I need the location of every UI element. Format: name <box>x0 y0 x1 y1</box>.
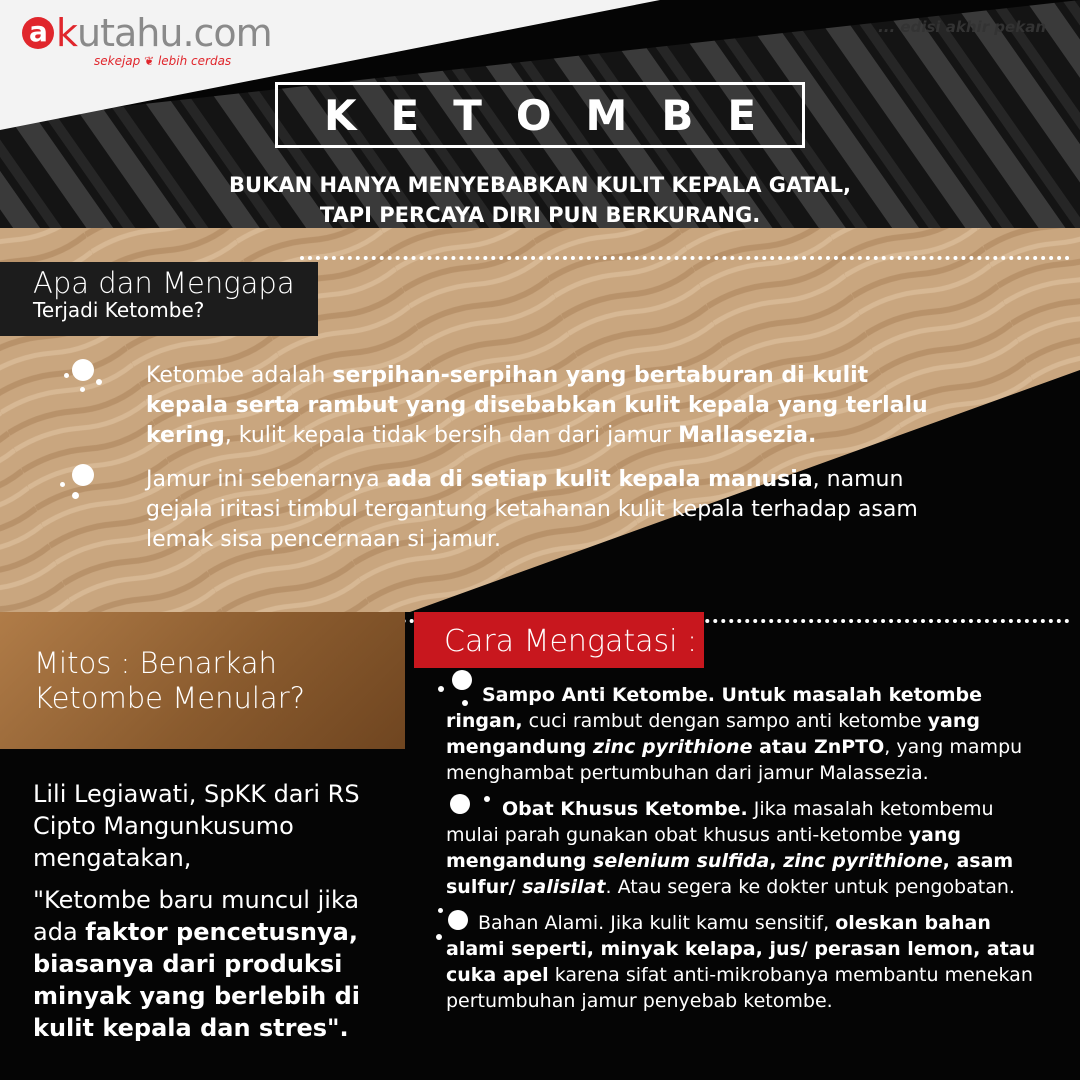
myth-heading <box>0 612 405 749</box>
bullet-dots-icon <box>56 462 96 502</box>
logo-tagline: sekejap ❦ lebih cerdas <box>94 54 232 68</box>
edition-label: ... edisi akhir pekan <box>878 18 1046 36</box>
paragraph-definition: Ketombe adalah serpihan-serpihan yang bertaburan di kulit kepala serta rambut yang disebabkan kulit kepala yang terlalu kering, kulit kepala tidak bersih dan dari jamur Mallasezia. <box>146 363 928 448</box>
title-frame <box>275 82 805 148</box>
quote-intro: Lili Legiawati, SpKK dari RS Cipto Mangunkusumo mengatakan, <box>33 780 360 872</box>
solution-item-shampoo: Sampo Anti Ketombe. Untuk masalah ketombe ringan, cuci rambut dengan sampo anti ketombe yang mengandung zinc pyrithione atau ZnPTO, yang mampu menghambat pertumbuhan dari jamur Malassezia. <box>446 684 1023 784</box>
solution-item-medicine: Obat Khusus Ketombe. Jika masalah ketombemu mulai parah gunakan obat khusus anti-ketombe yang mengandung selenium sulfida, zinc pyrithione, asam sulfur/ salisilat. Atau segera ke dokter untuk pengobatan. <box>446 798 1015 898</box>
subtitle-line1: BUKAN HANYA MENYEBABKAN KULIT KEPALA GATAL, <box>229 173 851 197</box>
bullet-dots-icon <box>62 357 102 393</box>
logo-mark: a <box>22 17 54 49</box>
expert-quote <box>33 778 383 1054</box>
paragraph-fungus: Jamur ini sebenarnya ada di setiap kulit kepala manusia, namun gejala iritasi timbul tergantung ketahanan kulit kepala terhadap asam lemak sisa pencernaan si jamur. <box>146 467 918 552</box>
section-heading-what-why <box>0 262 318 336</box>
quote-text: "Ketombe baru muncul jika ada faktor pencetusnya, biasanya dari produksi minyak yang berlebih di kulit kepala dan stres". <box>33 886 360 1042</box>
logo-text: utahu.com <box>77 11 272 55</box>
divider-top <box>300 256 1070 260</box>
brand-logo <box>22 11 272 68</box>
myth-heading-line2: Ketombe Menular? <box>34 681 306 715</box>
section-heading-line1: Apa dan Mengapa <box>33 266 295 300</box>
subtitle-line2: TAPI PERCAYA DIRI PUN BERKURANG. <box>319 203 761 227</box>
solution-item-natural: Bahan Alami. Jika kulit kamu sensitif, oleskan bahan alami seperti, minyak kelapa, jus/ perasan lemon, atau cuka apel karena sifat anti-mikrobanya membantu menekan pertumbuhan jamur penyebab ketombe. <box>446 912 1036 1012</box>
myth-heading-line1: Mitos : Benarkah <box>34 646 277 680</box>
page-title: KETOMBE <box>323 90 791 140</box>
solution-heading: Cara Mengatasi : <box>414 612 704 668</box>
subtitle <box>150 170 930 230</box>
section-heading-line2: Terjadi Ketombe? <box>33 298 205 322</box>
logo-letter: k <box>56 11 78 55</box>
